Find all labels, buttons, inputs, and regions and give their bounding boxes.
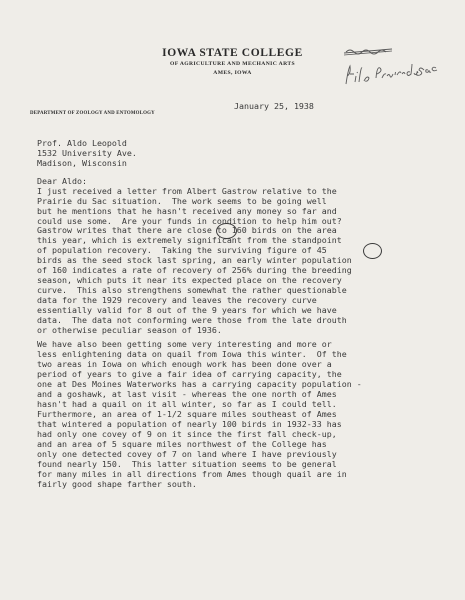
recipient-address <box>37 138 137 168</box>
handwritten-circle-45 <box>363 243 382 259</box>
text-line: Furthermore, an area of 1-1/2 square miles southeast of Ames <box>37 409 337 419</box>
text-line: We have also been getting some very interesting and more or <box>37 339 332 349</box>
text-line: Prairie du Sac situation. The work seems to be going well <box>37 196 327 206</box>
text-line: could use some. Are your funds in condition to help him out? <box>37 216 342 226</box>
text-line: and a goshawk, at last visit - whereas the one north of Ames <box>37 389 337 399</box>
text-line: that wintered a population of nearly 100 birds in 1932-33 has <box>37 419 342 429</box>
address-line: Madison, Wisconsin <box>37 158 127 168</box>
text-line: curve. This also strengthens somewhat the rather questionable <box>37 285 347 295</box>
text-line: period of years to give a fair idea of carrying capacity, the <box>37 369 342 379</box>
address-line: 1532 University Ave. <box>37 148 137 158</box>
text-line: less enlightening data on quail from Iowa this winter. Of the <box>37 349 347 359</box>
text-line: Gastrow writes that there are close to 160 birds on the area <box>37 225 337 235</box>
institution-subtitle: OF AGRICULTURE AND MECHANIC ARTS <box>169 61 295 67</box>
letter-date: January 25, 1938 <box>234 101 314 111</box>
text-line: essentially valid for 8 out of the 9 years for which we have <box>37 305 337 315</box>
text-line: of 160 indicates a rate of recovery of 256% during the breeding <box>37 265 352 275</box>
text-line: fairly good shape farther south. <box>37 479 197 489</box>
text-line: of population recovery. Taking the surviving figure of 45 <box>37 245 327 255</box>
text-line: hasn't had a quail on it all winter, so far as I could tell. <box>37 399 337 409</box>
salutation: Dear Aldo: <box>37 176 87 186</box>
institution-city: AMES, IOWA <box>213 70 252 76</box>
text-line: but he mentions that he hasn't received any money so far and <box>37 206 337 216</box>
paragraph-1 <box>37 186 437 226</box>
text-line: data. The data not conforming were those from the late drouth <box>37 315 347 325</box>
text-line: one at Des Moines Waterworks has a carrying capacity population - <box>37 379 362 389</box>
department-name: DEPARTMENT OF ZOOLOGY AND ENTOMOLOGY <box>30 111 155 116</box>
text-line: had only one covey of 9 on it since the first fall check-up, <box>37 429 337 439</box>
text-line: data for the 1929 recovery and leaves the recovery curve <box>37 295 317 305</box>
text-line: and an area of 5 square miles northwest of the College has <box>37 439 327 449</box>
text-line: only one detected covey of 7 on land where I have previously <box>37 449 337 459</box>
text-line: birds as the seed stock last spring, an early winter population <box>37 255 352 265</box>
handwritten-circle-160 <box>216 223 237 239</box>
paragraph-2 <box>37 225 437 335</box>
institution-name: IOWA STATE COLLEGE <box>162 47 303 59</box>
text-line: or otherwise peculiar season of 1936. <box>37 325 222 335</box>
text-line: for many miles in all directions from Ames though quail are in <box>37 469 347 479</box>
address-line: Prof. Aldo Leopold <box>37 138 127 148</box>
handwritten-filing-note <box>340 44 450 90</box>
text-line: this year, which is extremely significant from the standpoint <box>37 235 342 245</box>
text-line: two areas in Iowa on which enough work has been done over a <box>37 359 332 369</box>
text-line: found nearly 150. This latter situation seems to be general <box>37 459 337 469</box>
text-line: season, which puts it near its expected place on the recovery <box>37 275 342 285</box>
paragraph-3 <box>37 339 437 489</box>
text-line: I just received a letter from Albert Gastrow relative to the <box>37 186 337 196</box>
